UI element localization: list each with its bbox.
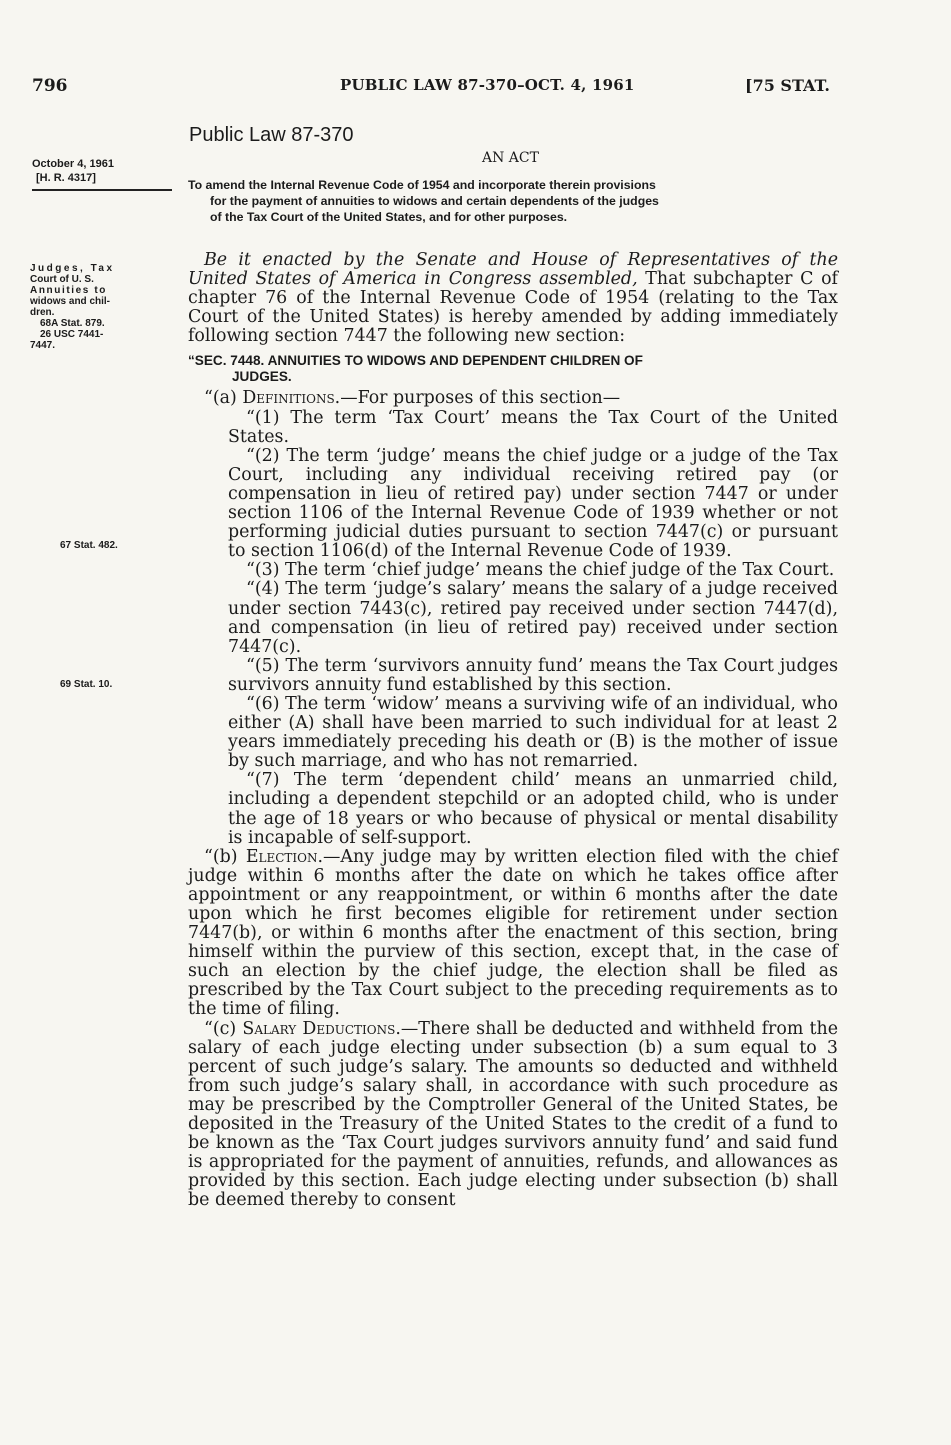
margin-note-line: 68A Stat. 879. xyxy=(40,318,105,329)
date-bill-block xyxy=(32,157,174,191)
subsection-a-text: .—For purposes of this section— xyxy=(334,388,621,409)
public-law-heading: Public Law 87-370 xyxy=(189,124,354,146)
section-heading-line: “SEC. 7448. ANNUITIES TO WIDOWS AND DEPENDENT CHILDREN OF xyxy=(188,353,643,369)
margin-note-line: widows and chil- xyxy=(30,296,111,307)
statute-body xyxy=(188,251,838,1211)
act-heading: AN ACT xyxy=(482,150,539,166)
enactment-date: October 4, 1961 xyxy=(32,158,114,170)
enacting-formula: Be it enacted by the Senate and House of Representatives of the United States of America in Congress assembled, xyxy=(188,250,838,290)
definition-2: “(2) The term ‘judge’ means the chief judge or a judge of the Tax Court, including any individual receiving retired pay (or compensation in lieu of retired pay) under section 7447 or under section 1106 of the Internal Revenue Code of 1939 whether or not performing judicial duties pursuant to section 7447(c) or pursuant to section 1106(d) of the Internal Revenue Code of 1939. xyxy=(228,445,838,562)
subsection-c xyxy=(188,1020,838,1211)
divider xyxy=(32,189,172,191)
definition-4: “(4) The term ‘judge’s salary’ means the salary of a judge received under section 7443(c), retired pay received under section 7447(d), and compensation (in lieu of retired pay) received under section 7447(c). xyxy=(228,579,838,657)
subsection-c-caption: Salary Deductions xyxy=(242,1018,396,1039)
margin-note-line: 7447. xyxy=(30,340,56,351)
margin-note-line: dren. xyxy=(30,307,55,318)
running-title: PUBLIC LAW 87-370–OCT. 4, 1961 xyxy=(340,76,635,94)
subsection-b-prefix: “(b) xyxy=(204,846,246,867)
margin-note-67-stat: 67 Stat. 482. xyxy=(60,540,118,551)
definition-6: “(6) The term ‘widow’ means a surviving wife of an individual, who either (A) shall have been married to such individual for at least 2 years immediately preceding his death or (B) is the mother of issue by such marriage, and who has not remarried. xyxy=(228,693,838,772)
margin-note-69-stat: 69 Stat. 10. xyxy=(60,679,113,690)
margin-note-line: 26 USC 7441- xyxy=(40,329,104,340)
subsection-c-prefix: “(c) xyxy=(204,1018,243,1039)
margin-note-line: Annuities to xyxy=(30,285,107,296)
subsection-a-prefix: “(a) xyxy=(204,388,243,409)
margin-note-line: Judges, Tax xyxy=(30,263,115,274)
bill-number: [H. R. 4317] xyxy=(36,172,96,184)
subsection-a xyxy=(188,389,838,408)
subsection-b-caption: Election xyxy=(245,846,318,867)
purpose-line: of the Tax Court of the United States, and for other purposes. xyxy=(210,210,568,224)
section-heading xyxy=(188,353,838,385)
definition-5: “(5) The term ‘survivors annuity fund’ means the Tax Court judges survivors annuity fund established by this section. xyxy=(228,655,838,695)
purpose-line: To amend the Internal Revenue Code of 1954 and incorporate therein provisions xyxy=(188,178,656,192)
margin-note-line: Court of U. S. xyxy=(30,274,94,285)
subsection-a-caption: Definitions xyxy=(242,388,335,409)
definition-1: “(1) The term ‘Tax Court’ means the Tax Court of the United States. xyxy=(228,407,838,447)
page-number: 796 xyxy=(32,76,68,96)
enacting-text: That subchapter C of chapter 76 of the Internal Revenue Code of 1954 (relating to the Tax Court of the United States) is hereby amended by adding immediately following section 7447 the following new section: xyxy=(188,269,838,347)
subsection-b xyxy=(188,848,838,1020)
act-purpose xyxy=(188,177,848,225)
section-heading-line: JUDGES. xyxy=(232,369,292,385)
definition-7: “(7) The term ‘dependent child’ means an unmarried child, including a dependent stepchild or an adopted child, who is under the age of 18 years or who because of physical or mental disability is incapable of self-support. xyxy=(228,770,838,848)
purpose-line: for the payment of annuities to widows and certain dependents of the judges xyxy=(210,194,659,208)
definition-3: “(3) The term ‘chief judge’ means the chief judge of the Tax Court. xyxy=(246,560,835,581)
subsection-b-text: .—Any judge may by written election filed with the chief judge within 6 months after the date on which he takes office after appointment or any reappointment, or within 6 months after the date upon which he first becomes eligible for retirement under section 7447(b), or within 6 months after the enactment of this section, bring himself within the purview of this section, except that, in the case of such an election by the chief judge, the election shall be filed as prescribed by the Tax Court subject to the preceding requirements as to the time of filing. xyxy=(188,846,838,1020)
statute-reference: [75 STAT. xyxy=(745,76,830,95)
margin-note-judges xyxy=(30,263,182,351)
enacting-clause xyxy=(188,251,838,346)
subsection-c-text: .—There shall be deducted and withheld from the salary of each judge electing under subsection (b) a sum equal to 3 percent of such judge’s salary. The amounts so deducted and withheld from such judge’s salary shall, in accordance with such procedure as may be prescribed by the Comptroller General of the United States, be deposited in the Treasury of the United States to the credit of a fund to be known as the ‘Tax Court judges survivors annuity fund’ and said fund is appropriated for the payment of annuities, refunds, and allowances as provided by this section. Each judge electing under subsection (b) shall be deemed thereby to consent xyxy=(188,1018,838,1211)
